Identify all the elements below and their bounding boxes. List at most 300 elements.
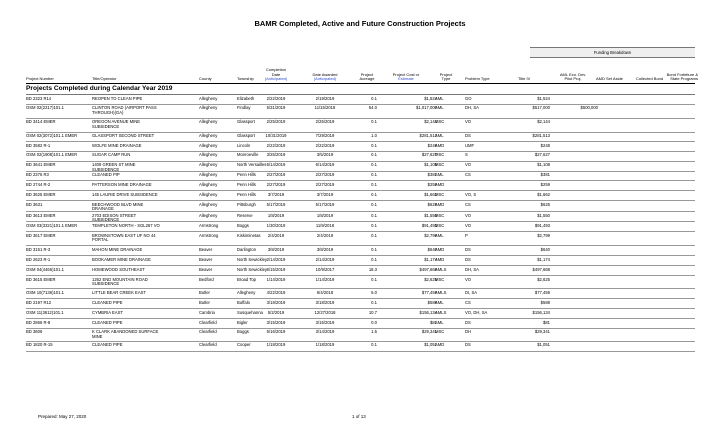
cell-problem: VO bbox=[465, 119, 472, 124]
header-date-awarded bbox=[301, 73, 349, 82]
cell-cost: $81 bbox=[430, 319, 437, 325]
cell-acreage: 0.1 bbox=[371, 172, 377, 177]
cell-acreage: 0.1 bbox=[371, 201, 377, 207]
cell-ptype: AMLS bbox=[435, 266, 447, 272]
cell-title4: $91,493 bbox=[534, 222, 550, 228]
header-ptype-line1: Project bbox=[439, 71, 453, 77]
cell-township: Bigler bbox=[237, 319, 248, 325]
column-headers bbox=[26, 56, 698, 84]
cell-completion: 5/31/2019 bbox=[266, 105, 286, 110]
cell-problem: DS bbox=[465, 342, 471, 347]
cell-county: Clearfield bbox=[199, 319, 217, 325]
funding-breakdown-label: Funding Breakdown bbox=[530, 47, 695, 58]
header-project-number: Project Number bbox=[26, 76, 54, 82]
cell-completion: 6/15/2019 bbox=[266, 266, 286, 272]
header-completion-line2: Date bbox=[271, 71, 281, 77]
cell-cost: $248 bbox=[427, 142, 437, 148]
table-row bbox=[26, 276, 695, 289]
cell-problem: VO bbox=[465, 222, 472, 228]
cell-ptype: AMD bbox=[435, 201, 445, 207]
cell-county: Cambria bbox=[199, 309, 215, 315]
cell-project: BD 3606 bbox=[26, 329, 43, 334]
cell-cost: $1,550 bbox=[424, 212, 437, 218]
cell-county: Allegheny bbox=[199, 181, 218, 187]
cell-awarded: 10/9/2017 bbox=[315, 266, 335, 272]
cell-problem: DS bbox=[465, 256, 471, 262]
cell-problem: VO, DH, SA bbox=[465, 309, 488, 315]
cell-project: BD 3631 bbox=[26, 201, 43, 207]
cell-township: Kiskiminetas bbox=[237, 232, 261, 238]
cell-county: Allegheny bbox=[199, 172, 218, 177]
header-project-cost bbox=[380, 73, 432, 82]
cell-title4: $281,513 bbox=[532, 133, 550, 138]
cell-title: BROWNSTOWN EAST UF NO 44 PORTAL bbox=[92, 232, 156, 243]
cell-ptype: AML bbox=[435, 299, 444, 305]
cell-title4: $1,550 bbox=[537, 212, 550, 218]
cell-completion: 1/8/2019 bbox=[267, 212, 285, 218]
cell-project: BD 3414 EMER bbox=[26, 119, 56, 124]
footer-page-number: 1 of 13 bbox=[352, 414, 366, 419]
table-row bbox=[26, 329, 695, 342]
table-row bbox=[26, 142, 695, 152]
cell-acreage: 0.1 bbox=[371, 162, 377, 167]
cell-problem: DH, SA bbox=[465, 105, 479, 110]
cell-awarded: 6/14/2019 bbox=[315, 162, 335, 167]
cell-cost: $1,017,000 bbox=[416, 105, 437, 110]
cell-ptype: AMD bbox=[435, 142, 445, 148]
cell-county: Allegheny bbox=[199, 201, 218, 207]
cell-title: 145 LAURIE DRIVE SUBSIDENCE bbox=[92, 191, 158, 197]
table-row bbox=[26, 289, 695, 299]
table-row bbox=[26, 191, 695, 201]
cell-county: Armstrong bbox=[199, 222, 219, 228]
cell-problem: CS bbox=[465, 299, 471, 305]
header-acreage-line1: Project bbox=[360, 71, 374, 77]
cell-title4: $497,668 bbox=[532, 266, 550, 272]
table-row bbox=[26, 201, 695, 212]
table-row bbox=[26, 319, 695, 329]
cell-ptype: AMLS bbox=[435, 289, 447, 295]
cell-awarded: 2/27/2019 bbox=[315, 181, 335, 187]
cell-township: Reserve bbox=[237, 212, 253, 218]
cell-cost: $91,493 bbox=[421, 222, 437, 228]
cell-awarded: 6/4/2018 bbox=[316, 289, 334, 295]
cell-acreage: 54.0 bbox=[368, 105, 377, 110]
cell-completion: 1/30/2019 bbox=[266, 222, 286, 228]
cell-completion: 5/17/2019 bbox=[266, 201, 286, 207]
cell-title4: $248 bbox=[540, 142, 550, 148]
cell-cost: $156,134 bbox=[419, 309, 437, 315]
cell-title4: $625 bbox=[540, 201, 550, 207]
cell-awarded: 11/9/2018 bbox=[315, 222, 335, 228]
cell-ptype: AMD bbox=[435, 342, 445, 347]
cell-title4: $517,000 bbox=[532, 105, 550, 110]
cell-cost: $2,144 bbox=[424, 119, 437, 124]
cell-township: Susquehanna bbox=[237, 309, 263, 315]
cell-title: BOOKAMER MINE DRAINAGE bbox=[92, 256, 151, 262]
cell-completion: 2/14/2019 bbox=[266, 256, 286, 262]
cell-county: Allegheny bbox=[199, 119, 218, 124]
cell-title: CLEANED PIPE bbox=[92, 299, 123, 305]
cell-problem: DI, SA bbox=[465, 289, 478, 295]
cell-project: OSM 03(3321)101.1 EMER bbox=[26, 222, 78, 228]
cell-acreage: 0.1 bbox=[371, 181, 377, 187]
cell-ptype: AML bbox=[435, 105, 444, 110]
cell-project: BD 3617 EMER bbox=[26, 232, 56, 238]
cell-ptype: AMD bbox=[435, 256, 445, 262]
cell-project: BD 1820 R-15 bbox=[26, 342, 53, 347]
cell-title4: $156,134 bbox=[532, 309, 550, 315]
cell-title4: $77,459 bbox=[534, 289, 550, 295]
cell-cost: $27,627 bbox=[421, 152, 437, 157]
header-township: Township bbox=[237, 76, 254, 82]
cell-cost: $29,341 bbox=[421, 329, 437, 334]
cell-completion: 5/16/2019 bbox=[266, 329, 286, 334]
cell-county: Clearfield bbox=[199, 342, 217, 347]
cell-title: GLASSPORT SECOND STREET bbox=[92, 133, 155, 138]
cell-awarded: 3/14/2019 bbox=[315, 329, 335, 334]
cell-problem: CS bbox=[465, 172, 471, 177]
cell-county: Beaver bbox=[199, 266, 213, 272]
cell-cost: $2,799 bbox=[424, 232, 437, 238]
header-completion-line1: Completion bbox=[265, 67, 287, 73]
cell-awarded: 2/4/2019 bbox=[316, 232, 334, 238]
table-row bbox=[26, 172, 695, 182]
table-row bbox=[26, 152, 695, 162]
cell-awarded: 12/27/2018 bbox=[314, 309, 336, 315]
cell-completion: 3/25/2019 bbox=[266, 152, 286, 157]
cell-title4: $27,627 bbox=[534, 152, 550, 157]
cell-awarded: 2/14/2019 bbox=[315, 256, 335, 262]
table-row bbox=[26, 162, 695, 172]
cell-ptype: AML bbox=[435, 95, 444, 101]
table-row bbox=[26, 119, 695, 133]
header-acreage-line2: Acreage bbox=[359, 76, 375, 82]
cell-title4: $1,524 bbox=[537, 95, 550, 101]
cell-title: PATTERSON MINE DRAINAGE bbox=[92, 181, 152, 187]
cell-ptype: MSC bbox=[435, 119, 445, 124]
cell-awarded: 2/25/2019 bbox=[315, 119, 335, 124]
cell-cost: $497,668 bbox=[419, 266, 437, 272]
cell-cost: $1,174 bbox=[424, 256, 437, 262]
cell-problem: VO bbox=[465, 162, 472, 167]
cell-problem: VO, S bbox=[465, 191, 477, 197]
cell-acreage: 0.1 bbox=[371, 342, 377, 347]
cell-ptype: MSC bbox=[435, 222, 445, 228]
cell-completion: 2/22/2019 bbox=[266, 95, 286, 101]
cell-cost: $1,524 bbox=[424, 95, 437, 101]
cell-acreage: 5.0 bbox=[371, 289, 377, 295]
table-row bbox=[26, 256, 695, 266]
cell-acreage: 0.1 bbox=[371, 256, 377, 262]
funding-breakdown-header bbox=[26, 47, 695, 56]
cell-project: BD 3613 EMER bbox=[26, 212, 56, 218]
cell-title: SUGAR CAMP RUN bbox=[92, 152, 131, 157]
cell-ptype: MSC bbox=[435, 212, 445, 218]
cell-title: 2703 EDISON STREET SUBSIDENCE bbox=[92, 212, 137, 223]
cell-problem: VO bbox=[465, 276, 472, 282]
cell-county: Allegheny bbox=[199, 95, 218, 101]
cell-title: LITTLE BEAR CREEK EAST bbox=[92, 289, 146, 295]
cell-acreage: 0.1 bbox=[371, 222, 377, 228]
cell-title4: $1,662 bbox=[537, 191, 550, 197]
cell-acreage: 10.7 bbox=[368, 309, 377, 315]
table-row bbox=[26, 299, 695, 309]
cell-cost: $1,051 bbox=[424, 342, 437, 347]
cell-problem: DH, SA bbox=[465, 266, 479, 272]
cell-title4: $640 bbox=[540, 246, 550, 252]
page-title: BAMR Completed, Active and Future Construction Projects bbox=[254, 19, 466, 28]
header-completion-date bbox=[255, 68, 297, 82]
cell-title: 1409 GREEN ST MINE SUBSIDENCE bbox=[92, 162, 136, 172]
cell-ptype: AML bbox=[435, 133, 444, 138]
cell-project: OSM 02(1908)101.1 EMER bbox=[26, 152, 78, 157]
cell-acreage: 1.5 bbox=[371, 329, 377, 334]
cell-cost: $259 bbox=[427, 181, 437, 187]
cell-township: Glassport bbox=[237, 133, 255, 138]
cell-project: BD 2197 R12 bbox=[26, 299, 52, 305]
cell-awarded: 3/8/2019 bbox=[316, 246, 334, 252]
cell-cost: $1,662 bbox=[424, 191, 437, 197]
cell-completion: 3/8/2019 bbox=[267, 246, 285, 252]
cell-township: Boggs bbox=[237, 329, 249, 334]
cell-project: OSM 02(3072)101.1 EMER bbox=[26, 133, 78, 138]
cell-county: Allegheny bbox=[199, 133, 218, 138]
cell-ptype: MSC bbox=[435, 162, 445, 167]
table-body bbox=[26, 95, 695, 352]
cell-title4: $1,108 bbox=[537, 162, 550, 167]
cell-cost: $625 bbox=[427, 201, 437, 207]
cell-township: Broad Top bbox=[237, 276, 257, 282]
cell-problem: UMF bbox=[465, 142, 475, 148]
cell-awarded: 3/7/2019 bbox=[316, 191, 334, 197]
cell-title: CLEANED PIPE bbox=[92, 342, 123, 347]
cell-ptype: AML bbox=[435, 319, 444, 325]
cell-title4: $29,341 bbox=[534, 329, 550, 334]
cell-aml: $500,000 bbox=[580, 105, 598, 110]
cell-ptype: AML bbox=[435, 232, 444, 238]
cell-title4: $2,144 bbox=[537, 119, 550, 124]
header-acreage bbox=[356, 73, 378, 82]
cell-project: BD 2866 R-8 bbox=[26, 319, 51, 325]
cell-completion: 1/18/2019 bbox=[266, 342, 286, 347]
cell-awarded: 2/27/2019 bbox=[315, 172, 335, 177]
cell-township: Darlington bbox=[237, 246, 257, 252]
cell-completion: 3/18/2019 bbox=[266, 299, 286, 305]
cell-county: Beaver bbox=[199, 246, 213, 252]
footer-prepared-date: Prepared: May 27, 2020 bbox=[38, 414, 87, 419]
cell-township: North Sewickley bbox=[237, 266, 268, 272]
cell-problem: DH bbox=[465, 329, 472, 334]
cell-completion: 10/31/2019 bbox=[265, 133, 287, 138]
cell-ptype: MSC bbox=[435, 329, 445, 334]
cell-acreage: 0.1 bbox=[371, 276, 377, 282]
cell-title4: $1,051 bbox=[537, 342, 550, 347]
cell-title: 1262 END MOUNTAIN ROAD SUBSIDENCE bbox=[92, 276, 148, 287]
cell-ptype: MSC bbox=[435, 152, 445, 157]
cell-project: BD 2376 R3 bbox=[26, 172, 49, 177]
projects-table bbox=[26, 47, 698, 352]
cell-acreage: 0.1 bbox=[371, 299, 377, 305]
cell-title: OREGON AVENUE MINE SUBSIDENCE bbox=[92, 119, 141, 129]
cell-completion: 2/25/2019 bbox=[266, 119, 286, 124]
cell-township: Pittsburgh bbox=[237, 201, 256, 207]
cell-project: OSM 11(3612)101.1 bbox=[26, 309, 64, 315]
cell-township: Glassport bbox=[237, 119, 255, 124]
cell-completion: 2/27/2019 bbox=[266, 172, 286, 177]
cell-township: Cooper bbox=[237, 342, 251, 347]
cell-awarded: 2/19/2019 bbox=[315, 95, 335, 101]
cell-problem: DS bbox=[465, 133, 471, 138]
cell-cost: $640 bbox=[427, 246, 437, 252]
cell-awarded: 1/14/2019 bbox=[315, 276, 335, 282]
table-row bbox=[26, 212, 695, 222]
cell-county: Clearfield bbox=[199, 329, 217, 334]
cell-county: Allegheny bbox=[199, 105, 218, 110]
cell-acreage: 0.1 bbox=[371, 191, 377, 197]
cell-township: Findlay bbox=[237, 105, 251, 110]
cell-project: BD 3641 EMER bbox=[26, 162, 56, 167]
cell-title: HOMEWOOD SOUTHEAST bbox=[92, 266, 145, 272]
header-cost-line1: Project Cost or bbox=[392, 71, 420, 77]
cell-acreage: 0.1 bbox=[371, 119, 377, 124]
cell-title4: $1,174 bbox=[537, 256, 550, 262]
cell-project: OSM 04(4466)101.1 bbox=[26, 266, 64, 272]
cell-awarded: 3/18/2019 bbox=[315, 299, 335, 305]
cell-cost: $77,459 bbox=[421, 289, 437, 295]
header-problem-type: Problem Type bbox=[465, 76, 490, 82]
cell-completion: 2/4/2019 bbox=[267, 232, 285, 238]
header-county: County bbox=[199, 76, 212, 82]
cell-completion: 1/14/2019 bbox=[266, 276, 286, 282]
cell-title: WOLFE MINE DRAINAGE bbox=[92, 142, 142, 148]
cell-township: Penn Hills bbox=[237, 181, 256, 187]
header-bond-line1: Bond Forfeiture & bbox=[666, 71, 698, 77]
cell-title4: $2,625 bbox=[537, 276, 550, 282]
header-completion-line3: (Anticipated) bbox=[264, 76, 288, 82]
cell-township: Buffalo bbox=[237, 299, 250, 305]
table-row bbox=[26, 309, 695, 319]
table-row bbox=[26, 181, 695, 191]
cell-awarded: 1/18/2019 bbox=[315, 342, 335, 347]
cell-project: BD 3582 R-1 bbox=[26, 142, 51, 148]
cell-acreage: 0.1 bbox=[371, 212, 377, 218]
cell-project: BD 3625 EMER bbox=[26, 191, 56, 197]
cell-title: REOPEN TO CLEAN PIPE bbox=[92, 95, 143, 101]
cell-problem: DS bbox=[465, 246, 471, 252]
cell-title: CLEANED PIP bbox=[92, 172, 120, 177]
table-row bbox=[26, 246, 695, 256]
table-row bbox=[26, 266, 695, 276]
cell-problem: GO bbox=[465, 95, 472, 101]
cell-ptype: AMD bbox=[435, 181, 445, 187]
cell-title: CYMBRIA EAST bbox=[92, 309, 123, 315]
header-title-iv: Title IV bbox=[518, 76, 531, 82]
header-title-operator: Title/Operator bbox=[92, 76, 117, 82]
cell-county: Allegheny bbox=[199, 152, 218, 157]
cell-acreage: 0.1 bbox=[371, 232, 377, 238]
cell-project: BD 2323 R14 bbox=[26, 95, 52, 101]
header-ptype-line2: Type bbox=[441, 76, 451, 82]
cell-title4: $259 bbox=[540, 181, 550, 187]
cell-township: Penn Hills bbox=[237, 172, 256, 177]
cell-completion: 2/27/2019 bbox=[266, 181, 286, 187]
cell-project: BD 2744 R-2 bbox=[26, 181, 51, 187]
cell-title4: $588 bbox=[540, 299, 550, 305]
cell-problem: P bbox=[465, 232, 468, 238]
cell-awarded: 3/15/2019 bbox=[315, 319, 335, 325]
cell-county: Butler bbox=[199, 289, 210, 295]
cell-county: Allegheny bbox=[199, 142, 218, 148]
table-row bbox=[26, 95, 695, 105]
cell-county: Allegheny bbox=[199, 212, 218, 218]
cell-problem: CS bbox=[465, 201, 471, 207]
cell-township: Lincoln bbox=[237, 142, 251, 148]
cell-township: North Sewickley bbox=[237, 256, 268, 262]
cell-cost: $2,625 bbox=[424, 276, 437, 282]
cell-project: BD 2623 R-1 bbox=[26, 256, 51, 262]
cell-problem: VO bbox=[465, 212, 472, 218]
header-aml-line1: AML Eco. Dev. bbox=[559, 71, 587, 77]
cell-cost: $281,513 bbox=[419, 133, 437, 138]
cell-problem: DS bbox=[465, 319, 471, 325]
header-bond-line2: State Programs bbox=[670, 76, 698, 82]
cell-cost: $381 bbox=[427, 172, 437, 177]
cell-completion: 2/22/2019 bbox=[266, 142, 286, 148]
cell-ptype: MSC bbox=[435, 191, 445, 197]
cell-completion: 5/2/2019 bbox=[267, 309, 285, 315]
cell-township: Allegheny bbox=[237, 289, 256, 295]
cell-awarded: 2/22/2019 bbox=[315, 142, 335, 148]
cell-title: CLINTON ROAD (AIRPORT PASS THROUGH)(GA) bbox=[92, 105, 157, 115]
cell-title: TEMPLETON NORTH - SGL267 VO bbox=[92, 222, 160, 228]
header-bond-forfeiture bbox=[666, 73, 698, 82]
header-project-type bbox=[434, 73, 458, 82]
cell-title4: $2,799 bbox=[537, 232, 550, 238]
cell-acreage: 0.1 bbox=[371, 152, 377, 157]
header-aml-line2: Pilot Proj. bbox=[564, 76, 582, 82]
cell-title: BEECHWOOD BLVD MINE DRAINAGE bbox=[92, 201, 144, 212]
cell-township: Elizabeth bbox=[237, 95, 255, 101]
cell-acreage: 0.1 bbox=[371, 246, 377, 252]
cell-completion: 6/14/2019 bbox=[266, 162, 286, 167]
cell-completion: 4/22/2019 bbox=[266, 289, 286, 295]
cell-county: Allegheny bbox=[199, 162, 218, 167]
cell-project: BD 3615 EMER bbox=[26, 276, 56, 282]
cell-title: CLEANED PIPE bbox=[92, 319, 123, 325]
cell-title: MAHON MINE DRAINAGE bbox=[92, 246, 143, 252]
table-row bbox=[26, 105, 695, 119]
header-aml-eco-dev bbox=[550, 73, 596, 82]
cell-cost: $588 bbox=[427, 299, 437, 305]
cell-township: Penn Hills bbox=[237, 191, 256, 197]
header-awarded-line2: (Anticipated) bbox=[313, 76, 337, 82]
cell-title4: $381 bbox=[540, 172, 550, 177]
section-title: Projects Completed during Calendar Year 2019 bbox=[26, 84, 695, 95]
header-cost-line2: Estimate bbox=[398, 76, 414, 82]
cell-awarded: 3/5/2019 bbox=[316, 152, 334, 157]
table-row bbox=[26, 232, 695, 246]
cell-acreage: 0.1 bbox=[371, 95, 377, 101]
cell-title: K CLARK ABANDONED SURFACE MINE bbox=[92, 329, 159, 339]
cell-acreage: 0.1 bbox=[371, 142, 377, 148]
header-amd-set-aside: AMD Set Aside bbox=[596, 76, 623, 82]
cell-awarded: 7/29/2019 bbox=[315, 133, 335, 138]
table-row bbox=[26, 222, 695, 232]
table-row bbox=[26, 342, 695, 352]
cell-project: OSM 10(7136)101.1 bbox=[26, 289, 64, 295]
cell-acreage: 18.3 bbox=[368, 266, 377, 272]
